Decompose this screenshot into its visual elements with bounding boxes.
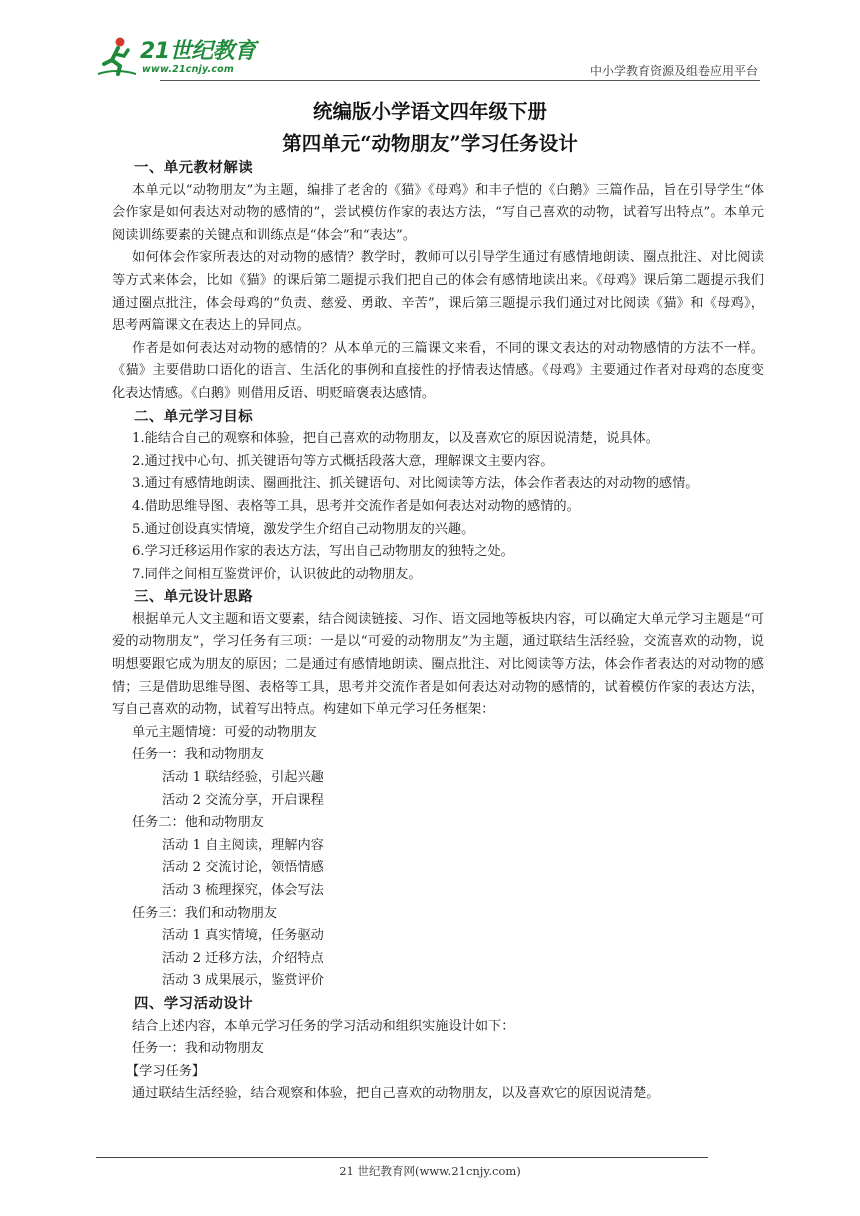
task-heading: 任务一：我和动物朋友 xyxy=(132,1041,264,1057)
framework-task: 任务一：我和动物朋友 xyxy=(132,747,264,763)
header-tagline: 中小学教育资源及组卷应用平台 xyxy=(589,64,758,78)
paragraph: 根据单元人文主题和语文要素，结合阅读链接、习作、语文园地等板块内容，可以确定大单元学习主题是“可爱的动物朋友”，学习任务有三项：一是以“可爱的动物朋友”为主题，通过联结生活经验，交流喜欢的动物，说明想要跟它成为朋友的原因；二是通过有感情地朗读、圈点批注、对比阅读等方法，体会作者表达的对动物的感情；三是借助思维导图、表格等工具，思考并交流作者是如何表达对动物的感情的，试着模仿作家的表达方法，写自己喜欢的动物，试着写出特点。构建如下单元学习任务框架： xyxy=(112,611,764,718)
goal-item: 5.通过创设真实情境，激发学生介绍自己动物朋友的兴趣。 xyxy=(132,521,475,537)
document-title-line2: 第四单元“动物朋友”学习任务设计 xyxy=(282,132,578,155)
paragraph: 通过联结生活经验，结合观察和体验，把自己喜欢的动物朋友，以及喜欢它的原因说清楚。 xyxy=(132,1086,660,1102)
site-logo[interactable] xyxy=(96,34,266,78)
footer-divider xyxy=(96,1157,708,1158)
section-heading: 三、单元设计思路 xyxy=(134,588,254,606)
logo-url: www.21cnjy.com xyxy=(142,64,234,75)
page-header xyxy=(96,30,760,82)
section-heading: 四、学习活动设计 xyxy=(134,994,254,1012)
paragraph: 如何体会作家所表达的对动物的感情？教学时，教师可以引导学生通过有感情地朗读、圈点批注、对比阅读等方式来体会，比如《猫》的课后第二题提示我们把自己的体会有感情地读出来。《母鸡》课后第二题提示我们通过圈点批注，体会母鸡的“负责、慈爱、勇敢、辛苦”，课后第三题提示我们通过对比阅读《猫》和《母鸡》，思考两篇课文在表达上的异同点。 xyxy=(112,250,764,334)
section-heading: 一、单元教材解读 xyxy=(134,159,254,176)
framework-activity: 活动 3 梳理探究，体会写法 xyxy=(162,883,324,898)
paragraph: 作者是如何表达对动物的感情的？从本单元的三篇课文来看，不同的课文表达的对动物感情的方法不一样。《猫》主要借助口语化的语言、生活化的事例和直接性的抒情表达情感。《母鸡》主要通过作者对母鸡的态度变化表达情感。《白鹅》则借用反语、明贬暗褒表达感情。 xyxy=(112,340,764,401)
goal-item: 2.通过找中心句、抓关键语句等方式概括段落大意，理解课文主要内容。 xyxy=(132,453,554,469)
framework-activity: 活动 1 自主阅读，理解内容 xyxy=(162,837,324,853)
paragraph: 本单元以“动物朋友”为主题，编排了老舍的《猫》《母鸡》和丰子恺的《白鹅》三篇作品，旨在引导学生“体会作家是如何表达对动物的感情的”，尝试模仿作家的表达方法，“写自己喜欢的动物，试着写出特点”。本单元阅读训练要素的关键点和训练点是“体会”和“表达”。 xyxy=(112,182,764,243)
goal-item: 1.能结合自己的观察和体验，把自己喜欢的动物朋友，以及喜欢它的原因说清楚，说具体。 xyxy=(132,431,659,447)
framework-activity: 活动 1 真实情境，任务驱动 xyxy=(162,928,324,944)
goal-item: 6.学习迁移运用作家的表达方法，写出自己动物朋友的独特之处。 xyxy=(132,544,514,560)
framework-task: 任务二：他和动物朋友 xyxy=(132,815,264,831)
document-title-line1: 统编版小学语文四年级下册 xyxy=(312,100,547,123)
paragraph: 结合上述内容，本单元学习任务的学习活动和组织实施设计如下： xyxy=(132,1018,515,1034)
goal-item: 3.通过有感情地朗读、圈画批注、抓关键语句、对比阅读等方法，体会作者表达的对动物的感情。 xyxy=(132,476,699,492)
goal-item: 7.同伴之间相互鉴赏评价，认识彼此的动物朋友。 xyxy=(132,566,422,582)
page-footer[interactable]: 21 世纪教育网(www.21cnjy.com) xyxy=(339,1164,521,1178)
logo-title: 21世纪教育 xyxy=(140,39,256,64)
framework-activity: 活动 2 交流分享，开启课程 xyxy=(162,792,324,808)
framework-task: 任务三：我们和动物朋友 xyxy=(132,905,278,921)
task-label: 【学习任务】 xyxy=(126,1063,206,1079)
document-body xyxy=(112,157,764,1106)
framework-activity: 活动 1 联结经验，引起兴趣 xyxy=(162,770,324,786)
header-divider xyxy=(160,80,760,81)
runner-icon xyxy=(96,34,140,78)
section-heading: 二、单元学习目标 xyxy=(134,407,254,425)
framework-theme: 单元主题情境：可爱的动物朋友 xyxy=(132,724,317,740)
goal-item: 4.借助思维导图、表格等工具，思考并交流作者是如何表达对动物的感情的。 xyxy=(132,498,580,514)
framework-activity: 活动 3 成果展示，鉴赏评价 xyxy=(162,973,324,989)
framework-activity: 活动 2 交流讨论，领悟情感 xyxy=(162,860,324,876)
framework-activity: 活动 2 迁移方法，介绍特点 xyxy=(162,950,324,966)
